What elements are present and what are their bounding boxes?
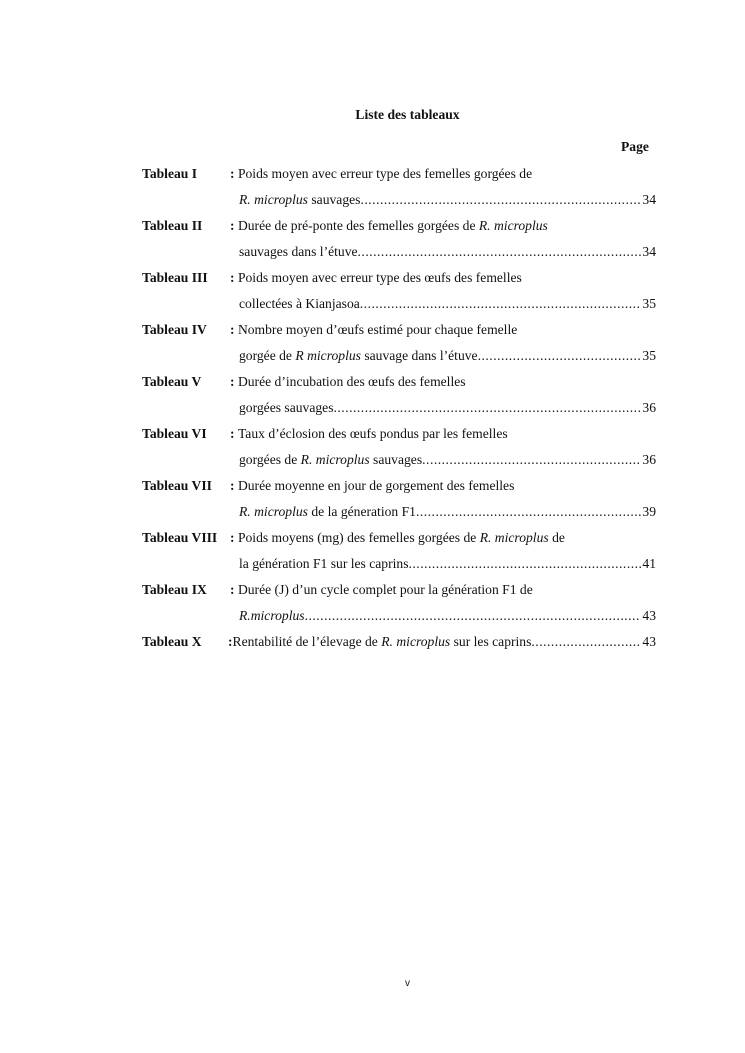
page-ref: 41 [642,556,656,571]
page-ref: 35 [642,296,656,311]
page-ref: 39 [642,504,656,519]
page-number: v [405,978,410,989]
page-title: Liste des tableaux [355,107,460,122]
table-label: Tableau II [142,218,203,233]
table-entry[interactable] [142,165,656,217]
table-entry[interactable] [142,477,656,529]
table-caption: : Durée moyenne en jour de gorgement des femelles [230,478,515,493]
table-caption-continued: R. microplus sauvages ..... 34 [239,191,656,209]
table-caption: : Poids moyen avec erreur type des œufs des femelles [230,270,522,285]
page-ref: 36 [642,400,656,415]
table-entry[interactable] [142,581,656,633]
table-label: Tableau VII [142,478,212,493]
page-ref: 43 [642,634,656,649]
table-entry[interactable] [142,633,656,659]
table-label: Tableau VI [142,426,207,441]
table-caption: : Poids moyen avec erreur type des femelles gorgées de [230,166,533,181]
table-label: Tableau VIII [142,530,218,545]
table-label: Tableau IV [142,322,207,337]
page-ref: 34 [642,244,656,259]
table-caption-continued: gorgées sauvages ..... 36 [239,399,656,417]
table-label: Tableau III [142,270,208,285]
table-caption: : Poids moyens (mg) des femelles gorgées de R. microplus de [230,530,565,545]
table-entry[interactable] [142,529,656,581]
page-column-header: Page [621,139,649,154]
table-caption-continued: R.microplus ..... 43 [239,607,656,625]
table-label: Tableau V [142,374,202,389]
page-ref: 36 [642,452,656,467]
table-caption: : Nombre moyen d’œufs estimé pour chaque femelle [230,322,518,337]
table-caption-continued: la génération F1 sur les caprins ..... 41 [239,555,656,573]
table-caption-continued: gorgées de R. microplus sauvages ..... 36 [239,451,656,469]
table-label: Tableau X [142,634,202,649]
table-entry[interactable] [142,425,656,477]
table-entry[interactable] [142,269,656,321]
table-caption: : Taux d’éclosion des œufs pondus par les femelles [230,426,508,441]
table-label: Tableau IX [142,582,207,597]
table-label: Tableau I [142,166,198,181]
table-caption: : Durée (J) d’un cycle complet pour la génération F1 de [230,582,533,597]
table-entry[interactable] [142,373,656,425]
table-caption-continued: R. microplus de la géneration F1 ..... 39 [239,503,656,521]
page-ref: 34 [642,192,656,207]
table-caption: : Durée d’incubation des œufs des femelles [230,374,466,389]
table-entry[interactable] [142,321,656,373]
table-caption-continued: gorgée de R microplus sauvage dans l’étuve ..... 35 [239,347,656,365]
page-ref: 35 [642,348,656,363]
table-caption: : Rentabilité de l’élevage de R. microplus sur les caprins ..... 43 [228,633,656,651]
table-caption: : Durée de pré-ponte des femelles gorgées de R. microplus [230,218,548,233]
page-ref: 43 [642,608,656,623]
table-caption-continued: collectées à Kianjasoa ..... 35 [239,295,656,313]
table-entry[interactable] [142,217,656,269]
table-caption-continued: sauvages dans l’étuve ..... 34 [239,243,656,261]
